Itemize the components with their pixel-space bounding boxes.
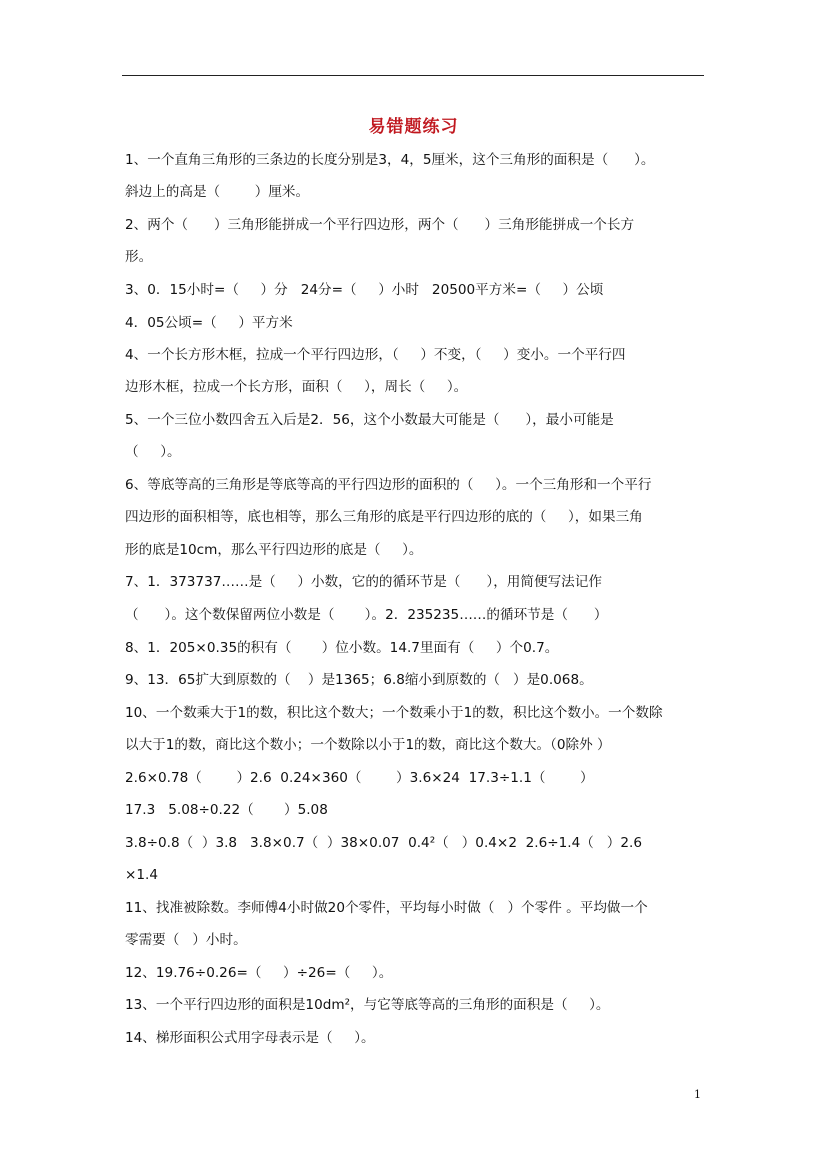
text-line: 边形木框，拉成一个长方形，面积（ ），周长（ ）。 — [125, 379, 468, 395]
text-line: 6、等底等高的三角形是等底等高的平行四边形的面积的（ ）。一个三角形和一个平行 — [125, 477, 652, 493]
text-line: 4．05公顷=（ ）平方米 — [125, 315, 293, 331]
text-line: ×1.4 — [125, 867, 159, 883]
text-line: 13、一个平行四边形的面积是10dm²，与它等底等高的三角形的面积是（ ）。 — [125, 997, 610, 1013]
text-line: 形。 — [125, 249, 153, 265]
text-line: 2.6×0.78（ ）2.6 0.24×360（ ）3.6×24 17.3÷1.1（ ） — [125, 770, 594, 786]
text-line: 8、1．205×0.35的积有（ ）位小数。14.7里面有（ ）个0.7。 — [125, 640, 559, 656]
page-number: 1 — [694, 1088, 701, 1101]
text-line: 4、一个长方形木框，拉成一个平行四边形，（ ）不变，（ ）变小。一个平行四 — [125, 347, 626, 363]
text-line: 2、两个（ ）三角形能拼成一个平行四边形，两个（ ）三角形能拼成一个长方 — [125, 217, 635, 233]
text-line: 5、一个三位小数四舍五入后是2．56，这个小数最大可能是（ ），最小可能是 — [125, 412, 614, 428]
text-line: （ ）。这个数保留两位小数是（ ）。2．235235……的循环节是（ ） — [125, 607, 608, 623]
text-line: 四边形的面积相等，底也相等，那么三角形的底是平行四边形的底的（ ），如果三角 — [125, 509, 643, 525]
page-title: 易错题练习 — [368, 117, 459, 137]
text-line: 零需要（ ）小时。 — [125, 932, 247, 948]
text-line: 12、19.76÷0.26=（ ）÷26=（ ）。 — [125, 965, 393, 981]
text-line: 斜边上的高是（ ）厘米。 — [125, 184, 310, 200]
text-line: 14、梯形面积公式用字母表示是（ ）。 — [125, 1030, 375, 1046]
text-line: 3.8÷0.8（ ）3.8 3.8×0.7（ ）38×0.07 0.4²（ ）0.4×2 2.6÷1.4（ ）2.6 — [125, 835, 643, 851]
text-line: 17.3 5.08÷0.22（ ）5.08 — [125, 802, 328, 818]
header-rule — [122, 75, 704, 76]
text-line: 3、0．15小时=（ ）分 24分=（ ）小时 20500平方米=（ ）公顷 — [125, 282, 604, 298]
text-line: （ ）。 — [125, 444, 181, 460]
text-line: 11、找准被除数。李师傅4小时做20个零件，平均每小时做（ ）个零件 。平均做一个 — [125, 900, 648, 916]
text-line: 1、一个直角三角形的三条边的长度分别是3，4，5厘米，这个三角形的面积是（ ）。 — [125, 152, 655, 168]
text-line: 形的底是10cm，那么平行四边形的底是（ ）。 — [125, 542, 423, 558]
text-line: 以大于1的数，商比这个数小；一个数除以小于1的数，商比这个数大。（0除外 ） — [125, 737, 611, 753]
text-line: 10、一个数乘大于1的数，积比这个数大；一个数乘小于1的数，积比这个数小。一个数除 — [125, 705, 663, 721]
text-line: 7、1．373737……是（ ）小数，它的的循环节是（ ），用简便写法记作 — [125, 574, 602, 590]
text-line: 9、13．65扩大到原数的（ ）是1365；6.8缩小到原数的（ ）是0.068。 — [125, 672, 593, 688]
